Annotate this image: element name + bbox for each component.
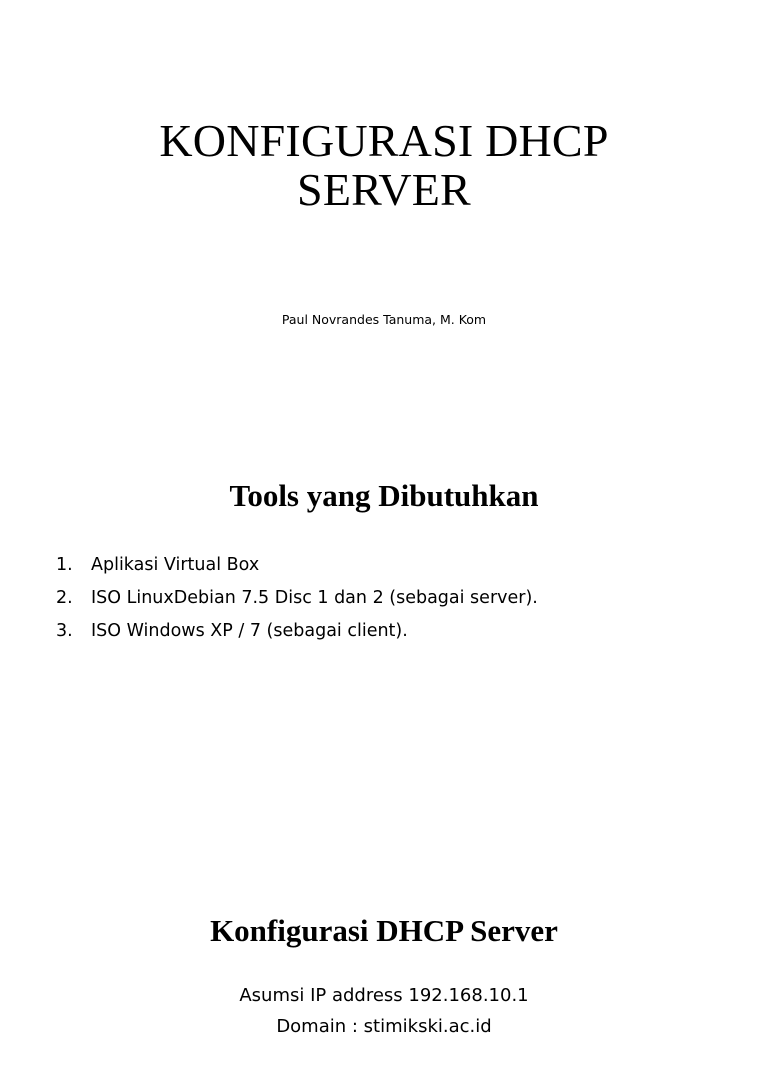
list-item: [56, 549, 538, 582]
document-title: [0, 116, 768, 214]
domain-line: Domain : stimikski.ac.id: [276, 1016, 492, 1037]
config-heading: Konfigurasi DHCP Server: [210, 913, 558, 948]
author-name: Paul Novrandes Tanuma, M. Kom: [281, 312, 487, 327]
list-item: [56, 582, 538, 615]
list-item-number: 1.: [56, 555, 73, 575]
list-item-text: ISO Windows XP / 7 (sebagai client).: [91, 621, 408, 641]
ip-address-line: Asumsi IP address 192.168.10.1: [239, 985, 529, 1006]
tools-list: [56, 549, 538, 648]
list-item-number: 3.: [56, 621, 73, 641]
config-text: [0, 980, 768, 1042]
list-item-text: Aplikasi Virtual Box: [91, 555, 260, 575]
title-line-1: KONFIGURASI DHCP: [159, 115, 609, 166]
title-line-2: SERVER: [297, 164, 471, 215]
list-item-number: 2.: [56, 588, 73, 608]
tools-heading: Tools yang Dibutuhkan: [229, 478, 539, 513]
tools-slide: [0, 448, 768, 896]
list-item: [56, 615, 538, 648]
dhcp-config-slide: [0, 880, 768, 1080]
title-slide: [0, 0, 768, 448]
list-item-text: ISO LinuxDebian 7.5 Disc 1 dan 2 (sebagai server).: [91, 588, 538, 608]
